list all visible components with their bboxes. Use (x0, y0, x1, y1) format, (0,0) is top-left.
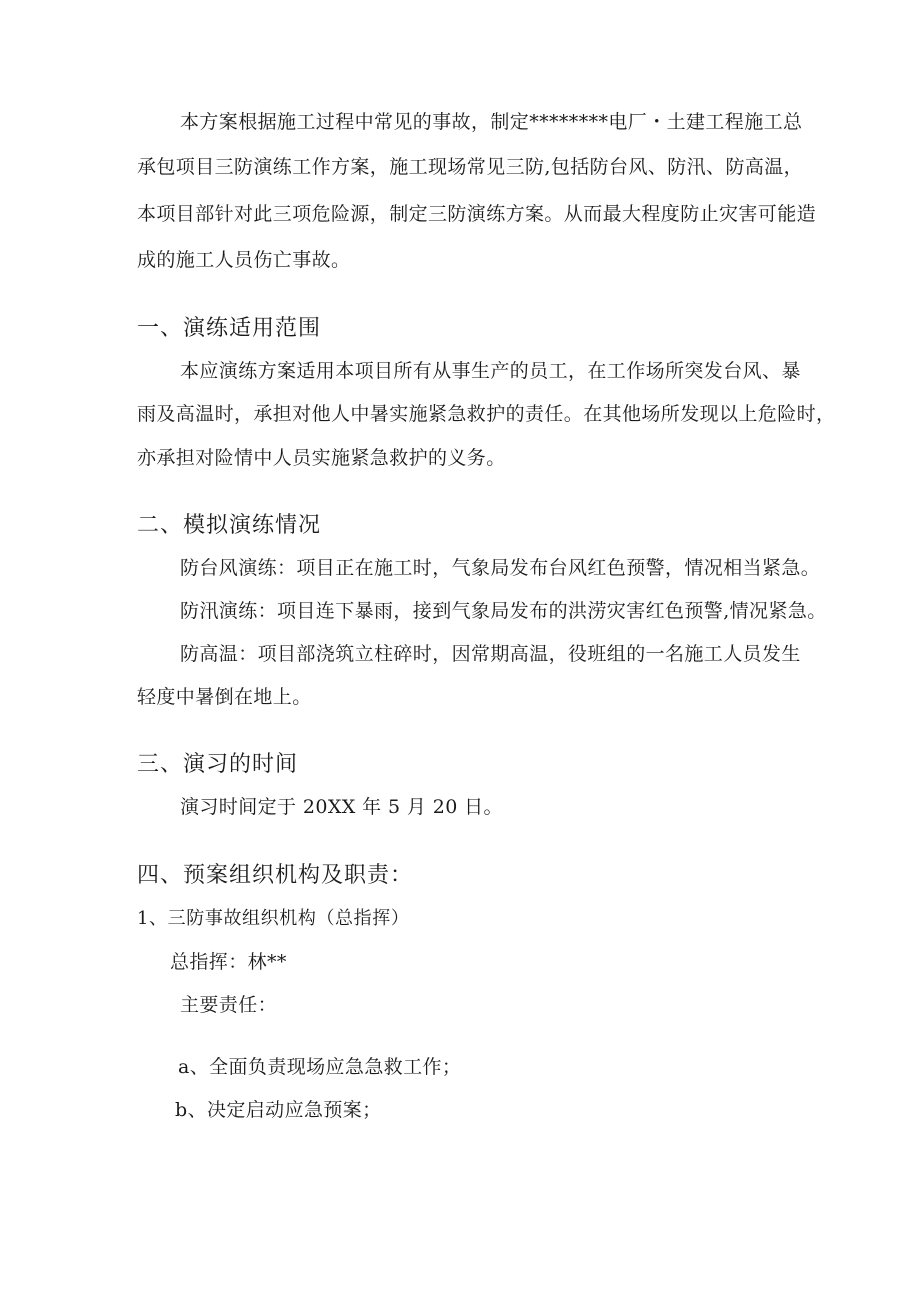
responsibility-item-b: b、决定启动应急预案； (175, 1099, 382, 1121)
drill-time-text: 演习时间定于 20XX 年 5 月 20 日。 (180, 796, 503, 818)
intro-line-4: 成的施工人员伤亡事故。 (137, 249, 351, 271)
typhoon-drill-text: 防台风演练：项目正在施工时，气象局发布台风红色预警，情况相当紧急。 (180, 557, 821, 579)
heat-drill-line-1: 防高温：项目部浇筑立柱碎时，因常期高温，役班组的一名施工人员发生 (180, 643, 801, 665)
section-1-line-3: 亦承担对险情中人员实施紧急救护的义务。 (137, 447, 506, 469)
flood-drill-text: 防汛演练：项目连下暴雨，接到气象局发布的洪涝灾害红色预警,情况紧急。 (180, 600, 827, 622)
section-1-line-1: 本应演练方案适用本项目所有从事生产的员工，在工作场所突发台风、暴 (180, 360, 801, 382)
commander-text: 总指挥：林** (170, 951, 287, 973)
intro-line-3: 本项目部针对此三项危险源，制定三防演练方案。从而最大程度防止灾害可能造 (137, 203, 817, 225)
intro-line-2: 承包项目三防演练工作方案，施工现场常见三防,包括防台风、防汛、防高温， (137, 156, 804, 178)
responsibility-item-a: a、全面负责现场应急急救工作； (178, 1056, 462, 1078)
section-4-heading: 四、预案组织机构及职责： (137, 863, 414, 888)
section-2-heading: 二、模拟演练情况 (137, 513, 322, 538)
section-3-heading: 三、演习的时间 (137, 752, 299, 777)
intro-line-1: 本方案根据施工过程中常见的事故，制定********电厂・土建工程施工总 (180, 111, 803, 133)
section-1-line-2: 雨及高温时，承担对他人中暑实施紧急救护的责任。在其他场所发现以上危险时， (137, 403, 836, 425)
responsibility-label: 主要责任： (180, 994, 278, 1016)
org-structure-subheading: 1、三防事故组织机构（总指挥） (137, 908, 410, 929)
heat-drill-line-2: 轻度中暑倒在地上。 (137, 686, 312, 708)
section-1-heading: 一、演练适用范围 (137, 316, 322, 341)
